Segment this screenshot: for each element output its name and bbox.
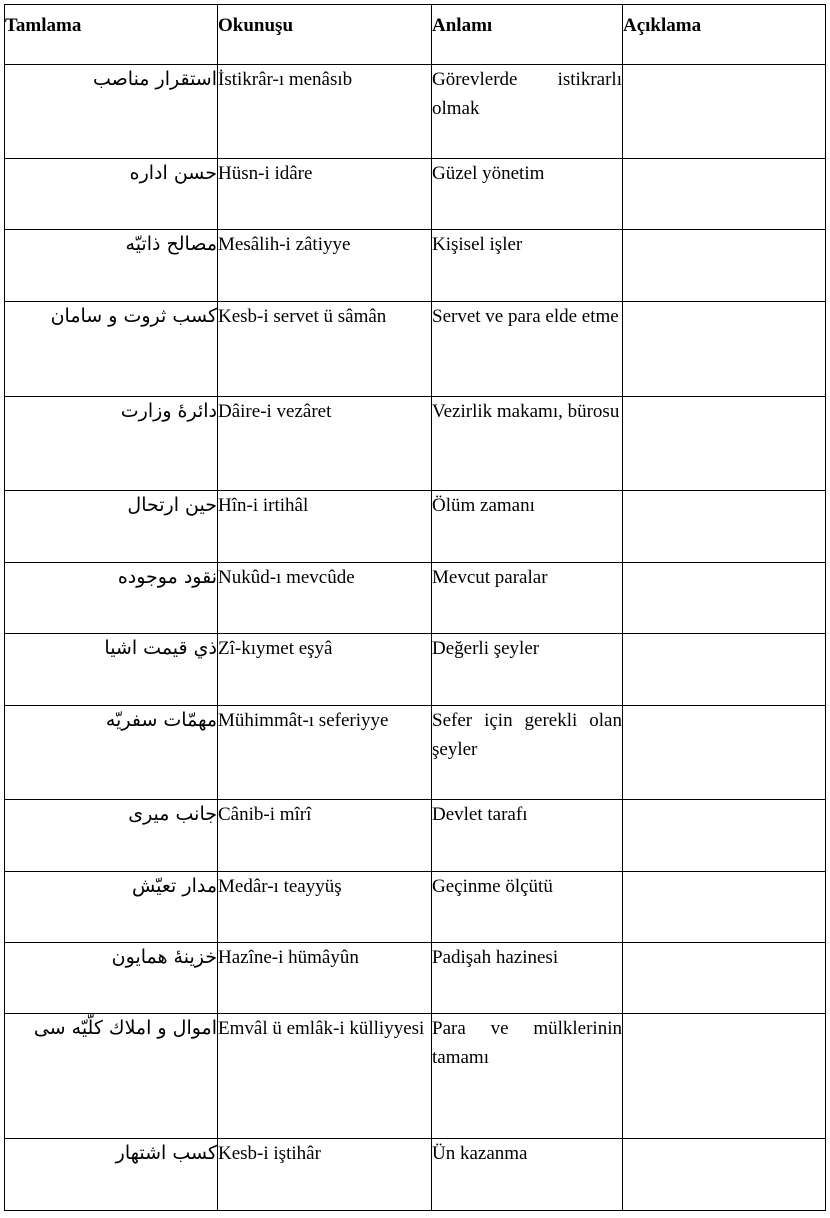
aciklama-cell xyxy=(623,491,826,563)
aciklama-cell xyxy=(623,800,826,872)
tamlama-cell xyxy=(5,563,218,634)
okunusu-cell: Zî-kıymet eşyâ xyxy=(218,634,432,706)
tamlama-cell xyxy=(5,706,218,800)
table-row xyxy=(5,65,826,159)
tamlama-text: اموال و املاك كلّيّه سى xyxy=(33,1017,217,1039)
tamlama-cell xyxy=(5,302,218,397)
table-row xyxy=(5,563,826,634)
aciklama-cell xyxy=(623,706,826,800)
aciklama-cell xyxy=(623,634,826,706)
okunusu-cell: Hîn-i irtihâl xyxy=(218,491,432,563)
vocabulary-table xyxy=(4,4,826,1211)
table-row xyxy=(5,943,826,1014)
okunusu-cell: Kesb-i iştihâr xyxy=(218,1139,432,1211)
header-aciklama: Açıklama xyxy=(623,5,826,65)
anlami-cell: Vezirlik makamı, bürosu xyxy=(432,397,623,491)
aciklama-cell xyxy=(623,872,826,943)
tamlama-text: حين ارتحال xyxy=(127,494,217,516)
tamlama-text: كسب ثروت و سامان xyxy=(50,305,217,327)
tamlama-text: مدار تعيّش xyxy=(131,875,217,897)
tamlama-cell xyxy=(5,397,218,491)
table-row xyxy=(5,159,826,230)
tamlama-cell xyxy=(5,491,218,563)
tamlama-cell xyxy=(5,159,218,230)
table-row xyxy=(5,800,826,872)
aciklama-cell xyxy=(623,563,826,634)
header-anlami: Anlamı xyxy=(432,5,623,65)
anlami-cell: Servet ve para elde etme xyxy=(432,302,623,397)
table-row xyxy=(5,491,826,563)
aciklama-cell xyxy=(623,397,826,491)
anlami-cell: Değerli şeyler xyxy=(432,634,623,706)
tamlama-text: كسب اشتهار xyxy=(115,1142,217,1164)
okunusu-cell: Dâire-i vezâret xyxy=(218,397,432,491)
aciklama-cell xyxy=(623,1139,826,1211)
okunusu-cell: Cânib-i mîrî xyxy=(218,800,432,872)
okunusu-cell: Hüsn-i idâre xyxy=(218,159,432,230)
tamlama-cell xyxy=(5,800,218,872)
tamlama-text: خزينهٔ همايون xyxy=(111,946,217,968)
tamlama-cell xyxy=(5,634,218,706)
header-row xyxy=(5,5,826,65)
okunusu-cell: Emvâl ü emlâk-i külliyyesi xyxy=(218,1014,432,1139)
okunusu-cell: Nukûd-ı mevcûde xyxy=(218,563,432,634)
okunusu-cell: Hazîne-i hümâyûn xyxy=(218,943,432,1014)
anlami-cell: Ölüm zamanı xyxy=(432,491,623,563)
anlami-cell: Para ve mülklerinin tamamı xyxy=(432,1014,623,1139)
anlami-cell: Devlet tarafı xyxy=(432,800,623,872)
okunusu-cell: Mühimmât-ı seferiyye xyxy=(218,706,432,800)
aciklama-cell xyxy=(623,302,826,397)
tamlama-text: دائرهٔ وزارت xyxy=(120,400,217,422)
okunusu-cell: İstikrâr-ı menâsıb xyxy=(218,65,432,159)
okunusu-cell: Mesâlih-i zâtiyye xyxy=(218,230,432,302)
header-tamlama: Tamlama xyxy=(5,5,218,65)
aciklama-cell xyxy=(623,943,826,1014)
anlami-cell: Kişisel işler xyxy=(432,230,623,302)
tamlama-cell xyxy=(5,943,218,1014)
tamlama-text: نقود موجوده xyxy=(117,566,217,588)
anlami-cell: Görevlerde istikrarlı olmak xyxy=(432,65,623,159)
tamlama-cell xyxy=(5,872,218,943)
table-row xyxy=(5,302,826,397)
table-row xyxy=(5,230,826,302)
anlami-cell: Mevcut paralar xyxy=(432,563,623,634)
tamlama-cell xyxy=(5,65,218,159)
anlami-cell: Güzel yönetim xyxy=(432,159,623,230)
table-row xyxy=(5,706,826,800)
aciklama-cell xyxy=(623,1014,826,1139)
table-row xyxy=(5,1014,826,1139)
aciklama-cell xyxy=(623,65,826,159)
header-okunusu: Okunuşu xyxy=(218,5,432,65)
aciklama-cell xyxy=(623,159,826,230)
tamlama-text: جانب ميرى xyxy=(128,803,217,825)
table-row xyxy=(5,634,826,706)
table-row xyxy=(5,872,826,943)
table-body xyxy=(5,65,826,1211)
table-row xyxy=(5,397,826,491)
tamlama-cell xyxy=(5,230,218,302)
anlami-cell: Sefer için gerekli olan şeyler xyxy=(432,706,623,800)
tamlama-text: مصالح ذاتيّه xyxy=(125,233,217,255)
tamlama-text: ذي قيمت اشيا xyxy=(104,637,217,659)
okunusu-cell: Medâr-ı teayyüş xyxy=(218,872,432,943)
okunusu-cell: Kesb-i servet ü sâmân xyxy=(218,302,432,397)
tamlama-text: مهمّات سفريّه xyxy=(105,709,217,731)
tamlama-cell xyxy=(5,1014,218,1139)
aciklama-cell xyxy=(623,230,826,302)
table-row xyxy=(5,1139,826,1211)
anlami-cell: Padişah hazinesi xyxy=(432,943,623,1014)
anlami-cell: Ün kazanma xyxy=(432,1139,623,1211)
tamlama-text: حسن اداره xyxy=(129,162,217,184)
tamlama-cell xyxy=(5,1139,218,1211)
anlami-cell: Geçinme ölçütü xyxy=(432,872,623,943)
tamlama-text: استقرار مناصب xyxy=(92,68,217,90)
